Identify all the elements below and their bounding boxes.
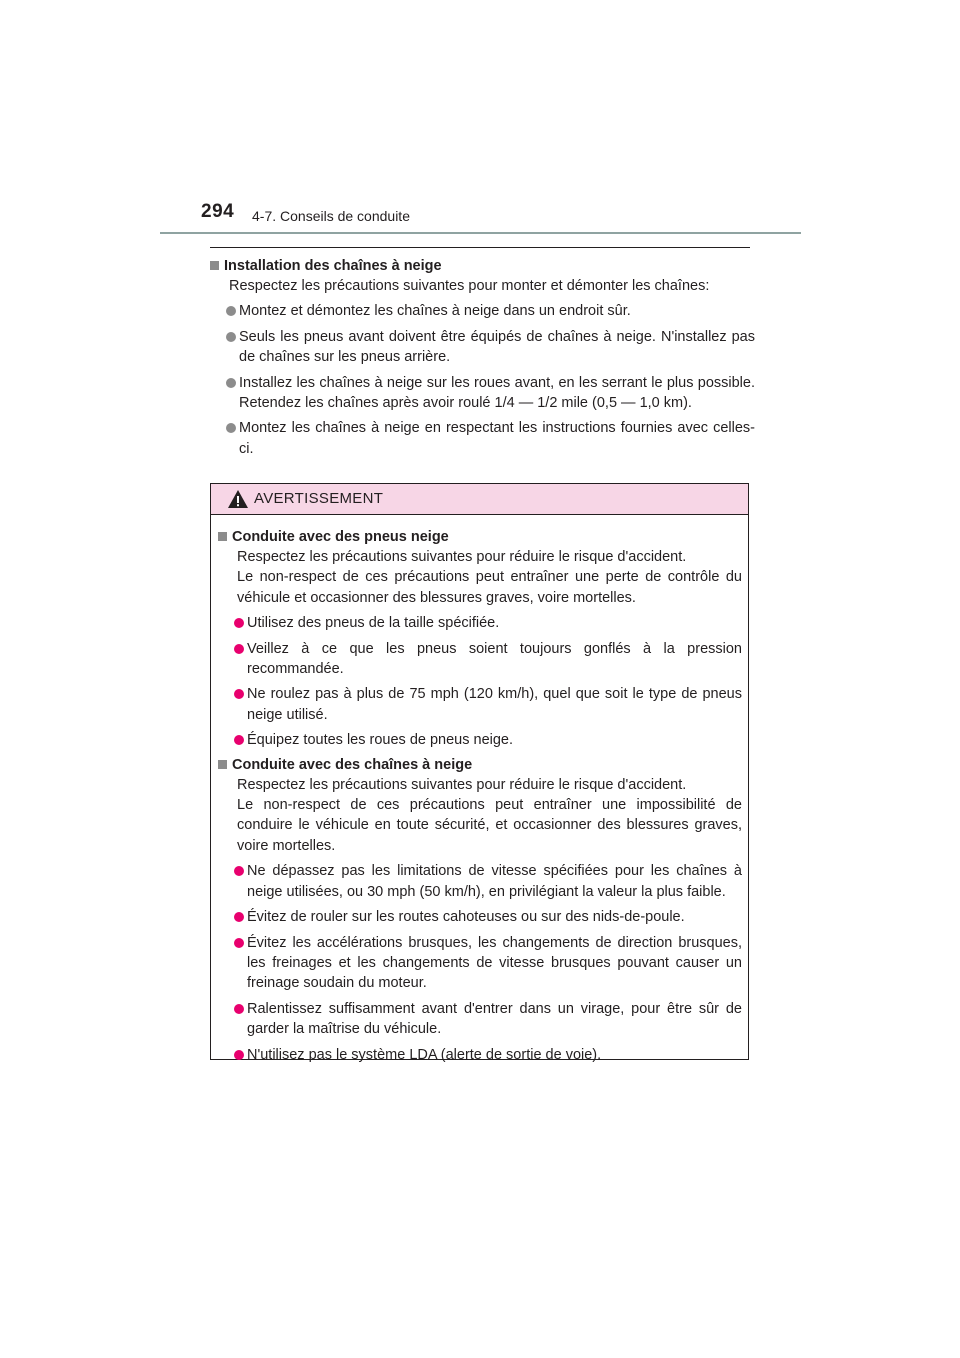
round-bullet-icon	[226, 423, 236, 433]
warning-paragraph: Respectez les précautions suivantes pour réduire le risque d'accident.	[237, 549, 687, 565]
warning-paragraph: Le non-respect de ces précautions peut entraîner une perte de contrôle du véhicule et occasionner des blessures graves, voire mortelles.	[237, 569, 742, 606]
warning-bullet-list	[218, 861, 742, 1065]
list-item: Ne roulez pas à plus de 75 mph (120 km/h), quel que soit le type de pneus neige utilisé.	[218, 684, 742, 725]
section-title: Installation des chaînes à neige	[224, 258, 442, 274]
page-number: 294	[201, 201, 235, 222]
list-item: Ne dépassez pas les limitations de vitesse spécifiées pour les chaînes à neige utilisées, ou 30 mph (50 km/h), en privilégiant la valeur la plus faible.	[218, 861, 742, 902]
list-item: Montez les chaînes à neige en respectant les instructions fournies avec celles-ci.	[210, 418, 755, 459]
snow-chain-installation-section	[210, 256, 755, 459]
list-item: N'utilisez pas le système LDA (alerte de sortie de voie).	[218, 1045, 742, 1065]
round-bullet-icon	[234, 1050, 244, 1060]
round-bullet-icon	[226, 306, 236, 316]
warning-section-snow-chains	[218, 755, 742, 1065]
warning-section-snow-tires	[218, 527, 742, 751]
warning-body	[211, 515, 748, 1065]
warning-header	[211, 484, 748, 515]
warning-triangle-icon	[227, 489, 249, 509]
list-item: Équipez toutes les roues de pneus neige.	[218, 730, 742, 750]
round-bullet-icon	[234, 644, 244, 654]
list-item: Évitez les accélérations brusques, les changements de direction brusques, les freinages et les changements de vitesse brusques pouvant causer un freinage soudain du moteur.	[218, 933, 742, 994]
square-bullet-icon	[218, 760, 227, 769]
list-item: Évitez de rouler sur les routes cahoteuses ou sur des nids-de-poule.	[218, 907, 742, 927]
warning-title: AVERTISSEMENT	[254, 490, 384, 507]
round-bullet-icon	[234, 938, 244, 948]
round-bullet-icon	[234, 735, 244, 745]
chapter-title: 4-7. Conseils de conduite	[252, 208, 410, 224]
round-bullet-icon	[226, 332, 236, 342]
square-bullet-icon	[218, 532, 227, 541]
section-bullet-list	[210, 301, 755, 459]
warning-paragraph: Le non-respect de ces précautions peut entraîner une impossibilité de conduire le véhicule en toute sécurité, et occasionner des blessures graves, voire mortelles.	[237, 797, 742, 854]
warning-section-heading: Conduite avec des chaînes à neige	[218, 755, 742, 775]
section-heading	[210, 256, 755, 276]
warning-paragraph: Respectez les précautions suivantes pour réduire le risque d'accident.	[237, 776, 687, 793]
round-bullet-icon	[234, 689, 244, 699]
round-bullet-icon	[234, 866, 244, 876]
list-item: Ralentissez suffisamment avant d'entrer dans un virage, pour être sûr de garder la maîtrise du véhicule.	[218, 999, 742, 1040]
warning-bullet-list	[218, 613, 742, 750]
section-intro: Respectez les précautions suivantes pour monter et démonter les chaînes:	[229, 278, 710, 294]
warning-section-heading: Conduite avec des pneus neige	[218, 527, 742, 547]
list-item: Montez et démontez les chaînes à neige dans un endroit sûr.	[210, 301, 755, 321]
list-item: Installez les chaînes à neige sur les roues avant, en les serrant le plus possible. Retendez les chaînes après avoir roulé 1/4 — 1/2 mile (0,5 — 1,0 km).	[210, 373, 755, 414]
list-item: Seuls les pneus avant doivent être équipés de chaînes à neige. N'installez pas de chaînes sur les pneus arrière.	[210, 327, 755, 368]
round-bullet-icon	[226, 378, 236, 388]
warning-box	[210, 483, 749, 1063]
round-bullet-icon	[234, 1004, 244, 1014]
list-item: Veillez à ce que les pneus soient toujours gonflés à la pression recommandée.	[218, 639, 742, 680]
list-item: Utilisez des pneus de la taille spécifiée.	[218, 613, 742, 633]
header-rule	[160, 232, 801, 234]
round-bullet-icon	[234, 618, 244, 628]
section-top-rule	[210, 247, 750, 248]
round-bullet-icon	[234, 912, 244, 922]
square-bullet-icon	[210, 261, 219, 270]
